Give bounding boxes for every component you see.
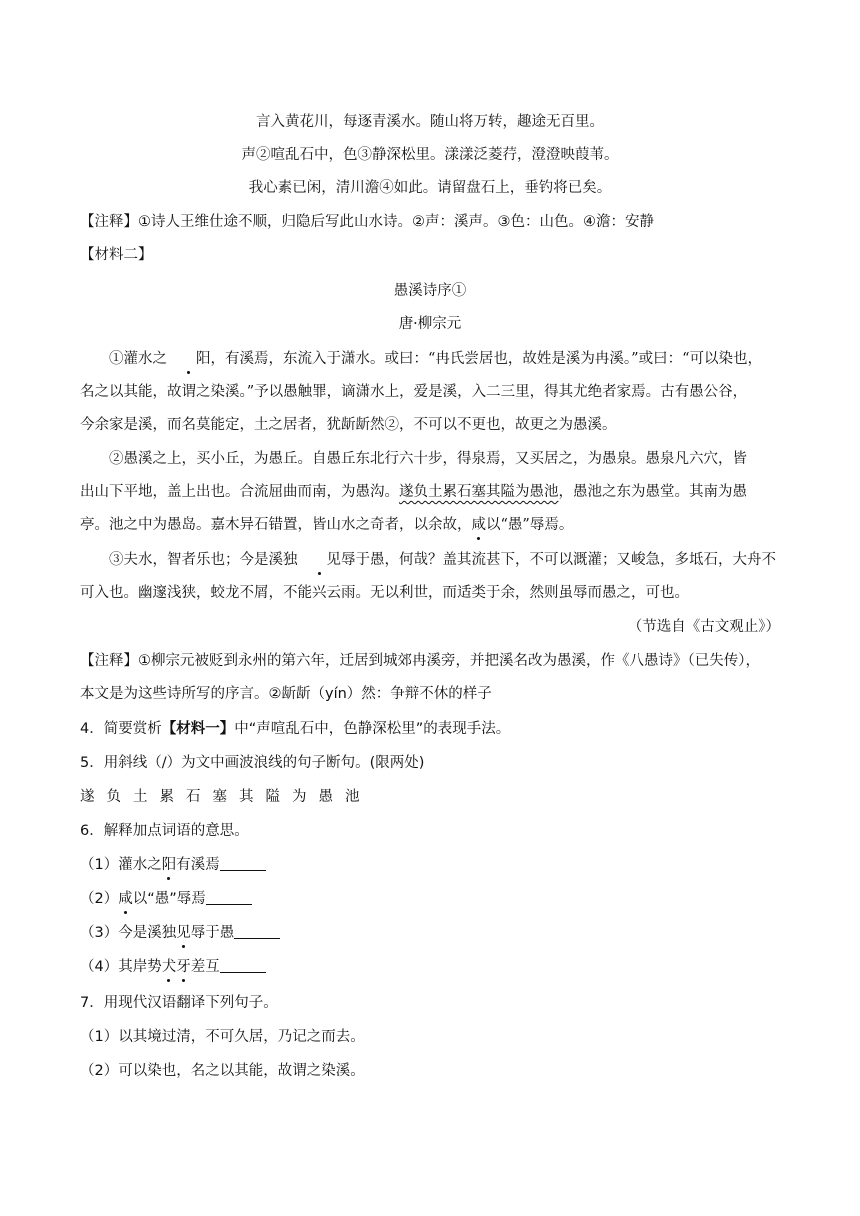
question-6-item-3: （3）今是溪独见辱于愚 [80, 923, 780, 943]
essay-p3-line2: 可入也。幽邃浅狭，蛟龙不屑，不能兴云雨。无以利世，而适类于余，然则虽辱而愚之，可也。 [80, 585, 689, 601]
essay-p1-line2: 名之以其能，故谓之染溪。”予以愚触罪，谪潇水上，爱是溪，入二三里，得其尤绝者家焉。古有愚公谷， [80, 384, 748, 400]
question-4: 4．简要赏析【材料一】中“声喧乱石中，色静深松里”的表现手法。 [80, 721, 511, 737]
essay-p1-line3: 今余家是溪，而名莫能定，土之居者，犹龂龂然②，不可以不更也，故更之为愚溪。 [80, 417, 617, 433]
poem-line-2: 声②喧乱石中，色③静深松里。漾漾泛菱荇，澄澄映葭苇。 [241, 147, 619, 163]
dotted-word: 见 [298, 550, 342, 570]
essay-p3-line1: ③夫水，智者乐也；今是溪独 见辱于愚，何哉？盖其流甚下，不可以溉灌；又峻急，多坻石，大舟不 [109, 552, 776, 568]
dotted-word: 咸 [471, 517, 486, 533]
question-5: 5．用斜线（/）为文中画波浪线的句子断句。(限两处) [80, 755, 425, 771]
poem-annotation: 【注释】①诗人王维仕途不顺，归隐后写此山水诗。②声：溪声。③色：山色。④澹：安静 [80, 214, 654, 230]
essay-title: 愚溪诗序① [393, 283, 467, 299]
essay-annotation-line1: 【注释】①柳宗元被贬到永州的第六年，迁居到城郊冉溪旁，并把溪名改为愚溪，作《八愚诗》（已失传）， [80, 653, 760, 669]
question-7: 7．用现代汉语翻译下列句子。 [80, 995, 278, 1011]
question-6: 6．解释加点词语的意思。 [80, 823, 249, 839]
material-two-label: 【材料二】 [80, 247, 153, 263]
essay-source: （节选自《古文观止》） [627, 619, 780, 635]
essay-p2-line2: 出山下平地，盖上出也。合流屈曲而南，为愚沟。遂负土累石塞其隘为愚池，愚池之东为愚堂。其南为愚 [80, 484, 747, 500]
dotted-word: 阳 [167, 349, 211, 369]
answer-blank[interactable] [206, 890, 252, 905]
dotted-word: 阳 [161, 857, 177, 873]
wavy-underlined-sentence: 遂负土累石塞其隘为愚池 [399, 484, 559, 500]
question-6-item-4: （4）其岸势犬牙差互 [80, 957, 780, 977]
dotted-word: 犬 [161, 959, 177, 975]
dotted-word: 牙 [176, 959, 191, 975]
answer-blank[interactable] [220, 856, 266, 871]
dotted-word: 见 [176, 925, 191, 941]
poem-line-1: 言入黄花川，每逐青溪水。随山将万转，趣途无百里。 [256, 114, 604, 130]
essay-annotation-line2: 本文是为这些诗所写的序言。②龂龂（yín）然：争辩不休的样子 [80, 686, 492, 702]
poem-line-3: 我心素已闲，清川澹④如此。请留盘石上，垂钓将已矣。 [248, 180, 612, 196]
dotted-word: 咸 [118, 891, 133, 907]
question-6-item-1: （1）灌水之阳有溪焉 [80, 855, 780, 875]
essay-p2-line3: 亭。池之中为愚岛。嘉木异石错置，皆山水之奇者，以余故，咸以“愚”辱焉。 [80, 517, 574, 533]
answer-blank[interactable] [220, 958, 266, 973]
essay-p1-line1: ①灌水之 阳，有溪焉，东流入于潇水。或曰：“冉氏尝居也，故姓是溪为冉溪。”或曰：“可以染也， [109, 351, 762, 367]
question-7-item-1: （1）以其境过清，不可久居，乃记之而去。 [80, 1029, 365, 1045]
answer-blank[interactable] [234, 924, 280, 939]
question-7-item-2: （2）可以染也，名之以其能，故谓之染溪。 [80, 1063, 365, 1079]
essay-p2-line1: ②愚溪之上，买小丘，为愚丘。自愚丘东北行六十步，得泉焉，又买居之，为愚泉。愚泉凡六穴，皆 [109, 451, 747, 467]
question-5-sentence: 遂负土累石塞其隘为愚池 [80, 789, 372, 805]
essay-author: 唐·柳宗元 [398, 316, 462, 332]
question-6-item-2: （2）咸以“愚”辱焉 [80, 889, 780, 909]
